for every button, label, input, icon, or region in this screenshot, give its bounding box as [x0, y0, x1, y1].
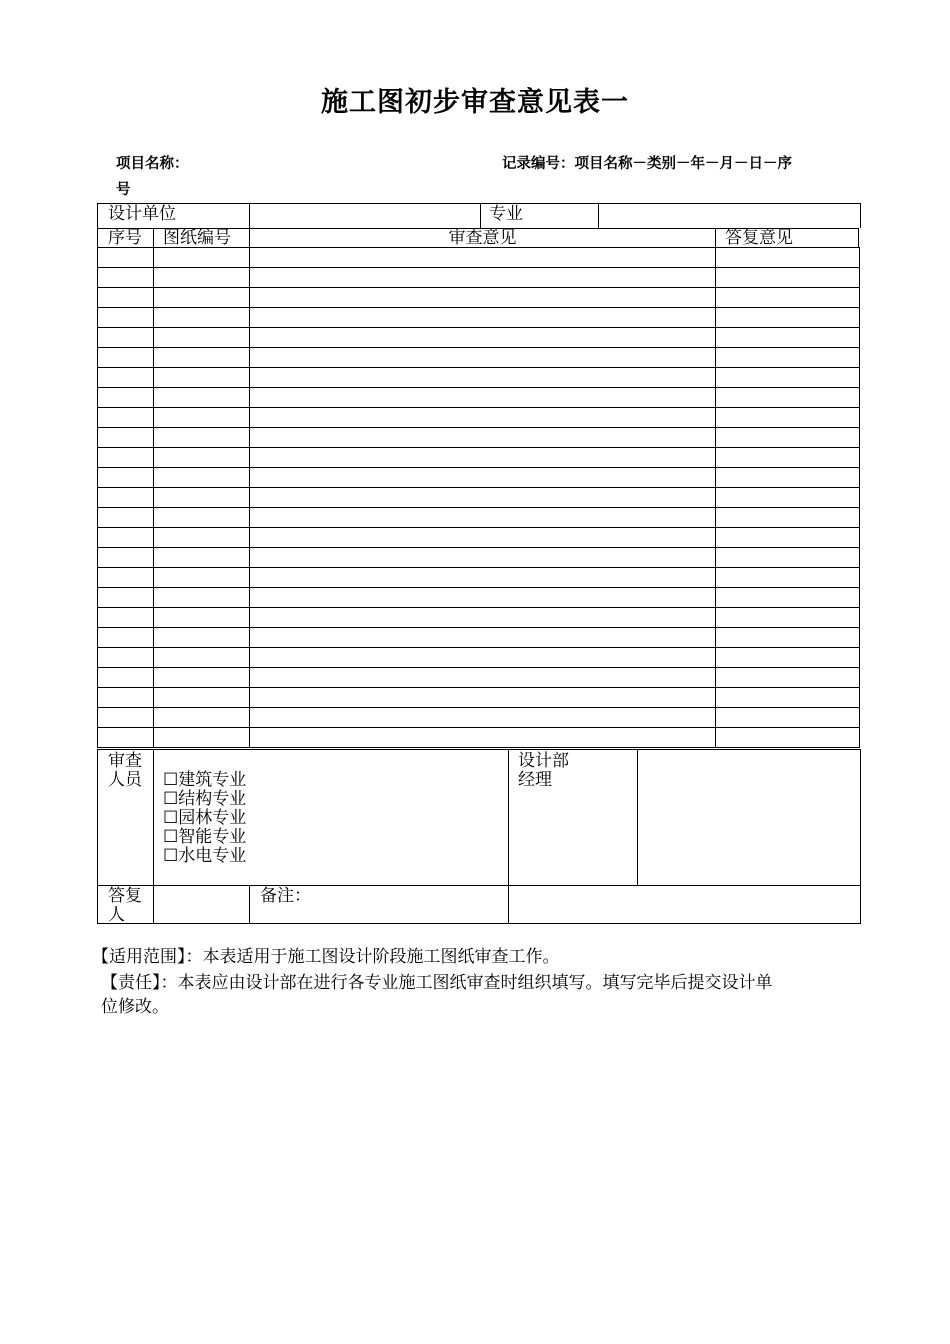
review-opinion-cell[interactable] — [250, 248, 716, 268]
table-row — [98, 708, 860, 728]
review-opinion-cell[interactable] — [250, 288, 716, 308]
reply-opinion-cell[interactable] — [716, 728, 860, 748]
reply-opinion-cell[interactable] — [716, 608, 860, 628]
review-opinion-cell[interactable] — [250, 628, 716, 648]
review-opinion-cell[interactable] — [250, 388, 716, 408]
review-opinion-cell[interactable] — [250, 448, 716, 468]
drawing-no-cell[interactable] — [154, 528, 250, 548]
drawing-no-cell[interactable] — [154, 488, 250, 508]
review-opinion-cell[interactable] — [250, 268, 716, 288]
review-opinion-cell[interactable] — [250, 368, 716, 388]
table-row — [98, 528, 860, 548]
drawing-no-cell[interactable] — [154, 248, 250, 268]
reply-opinion-cell[interactable] — [716, 508, 860, 528]
drawing-no-cell[interactable] — [154, 408, 250, 428]
table-row — [98, 568, 860, 588]
checkbox-icon: ☐ — [163, 827, 179, 847]
seq-cell[interactable] — [98, 508, 154, 528]
checkbox-icon: ☐ — [163, 770, 179, 790]
checkbox-label: 智能专业 — [178, 827, 247, 847]
reply-opinion-cell[interactable] — [716, 388, 860, 408]
seq-cell[interactable] — [98, 648, 154, 668]
table-row — [98, 688, 860, 708]
drawing-no-cell[interactable] — [154, 548, 250, 568]
seq-cell[interactable] — [98, 728, 154, 748]
column-header-reply-opinion: 答复意见 — [725, 228, 793, 248]
table-row — [98, 328, 860, 348]
seq-cell[interactable] — [98, 388, 154, 408]
reply-opinion-cell[interactable] — [716, 428, 860, 448]
table-row — [98, 668, 860, 688]
responsibility-note: 【责任】：本表应由设计部在进行各专业施工图纸审查时组织填写。填写完毕后提交设计单 — [101, 973, 773, 993]
reply-opinion-cell[interactable] — [716, 328, 860, 348]
table-row — [98, 288, 860, 308]
design-unit-label: 设计单位 — [108, 204, 176, 224]
table-row — [98, 368, 860, 388]
reply-opinion-cell[interactable] — [716, 568, 860, 588]
design-unit-field[interactable] — [252, 205, 478, 225]
scope-note: 【适用范围】：本表适用于施工图设计阶段施工图纸审查工作。 — [92, 947, 560, 967]
seq-cell[interactable] — [98, 368, 154, 388]
drawing-no-cell[interactable] — [154, 628, 250, 648]
checkbox-architecture[interactable] — [163, 771, 246, 790]
review-opinion-cell[interactable] — [250, 568, 716, 588]
drawing-no-cell[interactable] — [154, 668, 250, 688]
review-opinion-cell[interactable] — [250, 668, 716, 688]
table-row — [98, 248, 860, 268]
review-opinion-cell[interactable] — [250, 708, 716, 728]
seq-cell[interactable] — [98, 628, 154, 648]
drawing-no-cell[interactable] — [154, 368, 250, 388]
table-row — [98, 448, 860, 468]
seq-cell[interactable] — [98, 528, 154, 548]
checkbox-mep[interactable] — [163, 847, 246, 866]
review-opinion-cell[interactable] — [250, 548, 716, 568]
page-title: 施工图初步审查意见表一 — [321, 87, 629, 118]
drawing-no-cell[interactable] — [154, 648, 250, 668]
review-opinion-cell[interactable] — [250, 408, 716, 428]
table-row — [98, 608, 860, 628]
reply-opinion-cell[interactable] — [716, 708, 860, 728]
table-row — [98, 728, 860, 748]
drawing-no-cell[interactable] — [154, 708, 250, 728]
table-row — [98, 308, 860, 328]
reply-opinion-cell[interactable] — [716, 408, 860, 428]
reviewer-label: 审查 人员 — [108, 751, 142, 790]
drawing-no-cell[interactable] — [154, 688, 250, 708]
reply-opinion-cell[interactable] — [716, 648, 860, 668]
review-opinion-cell[interactable] — [250, 528, 716, 548]
drawing-no-cell[interactable] — [154, 468, 250, 488]
design-manager-signature-field[interactable] — [640, 752, 858, 882]
checkbox-label: 建筑专业 — [178, 770, 247, 790]
reply-opinion-cell[interactable] — [716, 468, 860, 488]
seq-cell[interactable] — [98, 308, 154, 328]
review-opinion-cell[interactable] — [250, 648, 716, 668]
reply-opinion-cell[interactable] — [716, 268, 860, 288]
column-header-seq: 序号 — [108, 228, 142, 248]
seq-cell[interactable] — [98, 268, 154, 288]
checkbox-icon: ☐ — [163, 808, 179, 828]
drawing-no-cell[interactable] — [154, 308, 250, 328]
seq-cell[interactable] — [98, 428, 154, 448]
drawing-no-cell[interactable] — [154, 728, 250, 748]
seq-cell[interactable] — [98, 468, 154, 488]
column-header-drawing-no: 图纸编号 — [163, 228, 231, 248]
drawing-no-cell[interactable] — [154, 448, 250, 468]
seq-cell[interactable] — [98, 348, 154, 368]
review-opinion-cell[interactable] — [250, 608, 716, 628]
review-opinion-cell[interactable] — [250, 348, 716, 368]
review-entry-table — [97, 247, 860, 748]
checkbox-structure[interactable] — [163, 790, 246, 809]
table-row — [98, 428, 860, 448]
checkbox-icon: ☐ — [163, 789, 179, 809]
seq-cell[interactable] — [98, 488, 154, 508]
review-opinion-cell[interactable] — [250, 308, 716, 328]
replier-signature-field[interactable] — [156, 888, 246, 921]
checkbox-label: 水电专业 — [178, 846, 247, 866]
reply-opinion-cell[interactable] — [716, 308, 860, 328]
drawing-no-cell[interactable] — [154, 428, 250, 448]
project-name-label: 项目名称： — [116, 156, 189, 172]
remarks-field[interactable] — [511, 888, 857, 921]
reply-opinion-cell[interactable] — [716, 588, 860, 608]
table-row — [98, 488, 860, 508]
drawing-no-cell[interactable] — [154, 608, 250, 628]
seq-cell[interactable] — [98, 288, 154, 308]
table-row — [98, 388, 860, 408]
reply-opinion-cell[interactable] — [716, 548, 860, 568]
remarks-label: 备注： — [260, 886, 311, 906]
review-opinion-cell[interactable] — [250, 488, 716, 508]
reply-opinion-cell[interactable] — [716, 248, 860, 268]
drawing-no-cell[interactable] — [154, 288, 250, 308]
table-row — [98, 408, 860, 428]
reply-opinion-cell[interactable] — [716, 368, 860, 388]
drawing-no-cell[interactable] — [154, 508, 250, 528]
table-row — [98, 468, 860, 488]
drawing-no-cell[interactable] — [154, 328, 250, 348]
checkbox-intelligent[interactable] — [163, 828, 246, 847]
table-row — [98, 588, 860, 608]
review-opinion-cell[interactable] — [250, 328, 716, 348]
seq-cell[interactable] — [98, 328, 154, 348]
seq-cell[interactable] — [98, 588, 154, 608]
discipline-checklist — [163, 771, 246, 866]
seq-cell[interactable] — [98, 708, 154, 728]
checkbox-icon: ☐ — [163, 846, 179, 866]
review-opinion-cell[interactable] — [250, 728, 716, 748]
review-opinion-cell[interactable] — [250, 468, 716, 488]
seq-cell[interactable] — [98, 608, 154, 628]
record-number-label-wrap: 号 — [116, 182, 131, 198]
reply-opinion-cell[interactable] — [716, 348, 860, 368]
review-opinion-cell[interactable] — [250, 688, 716, 708]
drawing-no-cell[interactable] — [154, 268, 250, 288]
discipline-field[interactable] — [601, 205, 857, 225]
design-manager-label: 设计部 经理 — [518, 751, 569, 790]
checkbox-label: 结构专业 — [178, 789, 247, 809]
table-row — [98, 348, 860, 368]
table-row — [98, 648, 860, 668]
seq-cell[interactable] — [98, 688, 154, 708]
reply-opinion-cell[interactable] — [716, 288, 860, 308]
drawing-no-cell[interactable] — [154, 588, 250, 608]
table-row — [98, 628, 860, 648]
seq-cell[interactable] — [98, 408, 154, 428]
seq-cell[interactable] — [98, 668, 154, 688]
checkbox-label: 园林专业 — [178, 808, 247, 828]
table-row — [98, 508, 860, 528]
reply-opinion-cell[interactable] — [716, 628, 860, 648]
seq-cell[interactable] — [98, 568, 154, 588]
replier-label: 答复 人 — [108, 886, 142, 925]
reply-opinion-cell[interactable] — [716, 528, 860, 548]
checkbox-landscape[interactable] — [163, 809, 246, 828]
reply-opinion-cell[interactable] — [716, 448, 860, 468]
reply-opinion-cell[interactable] — [716, 668, 860, 688]
review-opinion-cell[interactable] — [250, 588, 716, 608]
table-row — [98, 268, 860, 288]
drawing-no-cell[interactable] — [154, 388, 250, 408]
reply-opinion-cell[interactable] — [716, 488, 860, 508]
seq-cell[interactable] — [98, 448, 154, 468]
review-opinion-cell[interactable] — [250, 428, 716, 448]
discipline-label: 专业 — [489, 204, 523, 224]
record-number-label: 记录编号：项目名称－类别－年－月－日－序 — [502, 156, 792, 172]
reply-opinion-cell[interactable] — [716, 688, 860, 708]
drawing-no-cell[interactable] — [154, 568, 250, 588]
seq-cell[interactable] — [98, 548, 154, 568]
drawing-no-cell[interactable] — [154, 348, 250, 368]
responsibility-note-wrap: 位修改。 — [101, 997, 169, 1017]
seq-cell[interactable] — [98, 248, 154, 268]
table-row — [98, 548, 860, 568]
column-header-review-opinion: 审查意见 — [448, 228, 517, 248]
review-opinion-cell[interactable] — [250, 508, 716, 528]
